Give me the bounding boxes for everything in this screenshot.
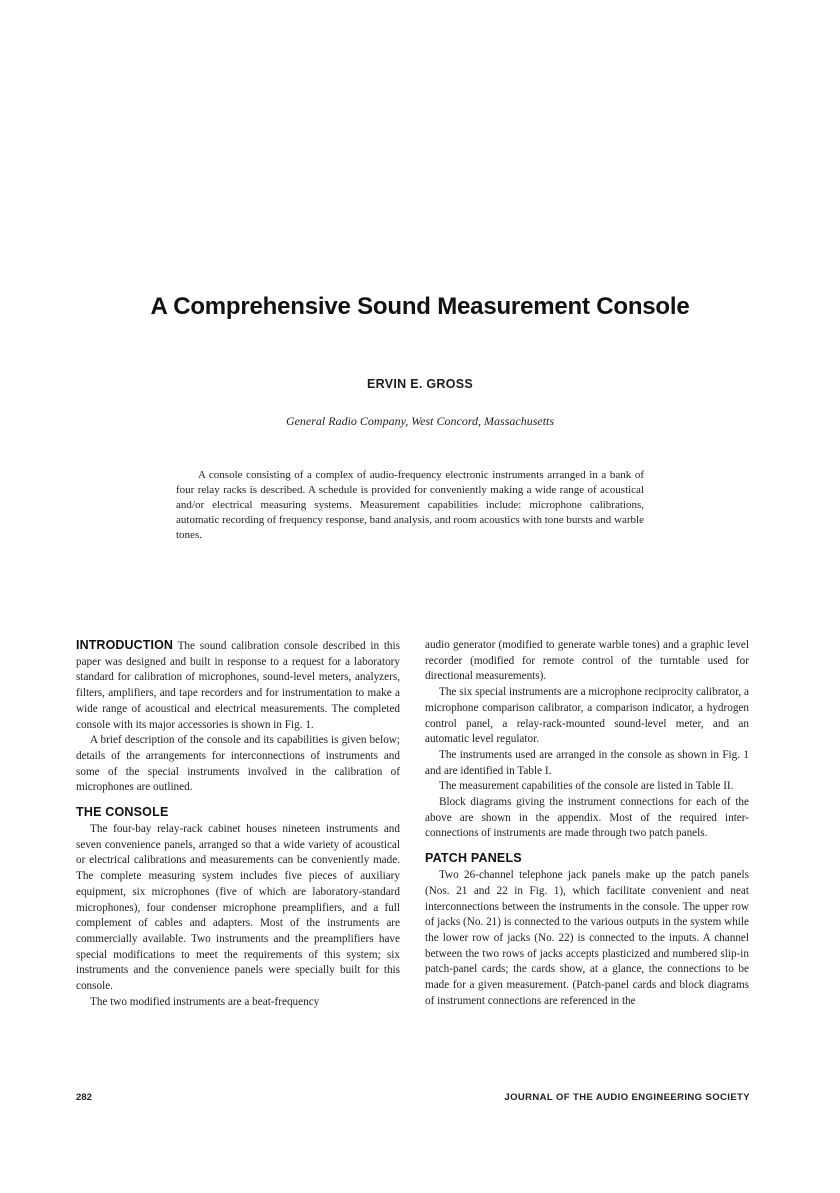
article-title: A Comprehensive Sound Measurement Console	[150, 293, 690, 320]
right-paragraph-4: The measurement capabilities of the console are listed in Table II.	[439, 780, 734, 793]
section-heading-console: THE CONSOLE	[76, 805, 169, 820]
intro-paragraph-2: A brief description of the console and its capabilities is given below; details of the arrangements for interconnections of instruments and some of the special instruments involved in the calibration of microphones are outlined.	[76, 734, 400, 794]
patch-paragraph-1: Two 26-channel telephone jack panels make up the patch panels (Nos. 21 and 22 in Fig. 1), which facilitate convenient and neat interconnections between the instruments in the console. The upper row of jacks (No. 21) is connected to the various outputs in the system while the lower row of jacks (No. 22) is connected to the inputs. A channel between the two rows of jacks accepts plasticized and numbered slip-in patch-panel cards; the cards show, at a glance, the connections to be made for a given measurement. (Patch-panel cards and block diagrams of instrument connections are referenced in the	[425, 869, 749, 1007]
intro-paragraph-1-text: The sound calibration console described in this paper was designed and built in response to a request for a laboratory standard for calibration of microphones, sound-level meters, analyzers, filters, amplifiers, and tape recorders and for instrumentation to make a wide range of acoustical and electrical measurements. The completed console with its major accessories is shown in Fig. 1.	[76, 640, 400, 731]
right-column	[425, 638, 749, 1009]
page-number: 282	[76, 1092, 92, 1103]
journal-name: JOURNAL OF THE AUDIO ENGINEERING SOCIETY	[504, 1092, 750, 1103]
author-affiliation: General Radio Company, West Concord, Massachusetts	[285, 414, 555, 428]
section-heading-introduction: INTRODUCTION	[76, 638, 174, 652]
intro-paragraph-1	[76, 638, 400, 733]
right-paragraph-5: Block diagrams giving the instrument connections for each of the above are shown in the appendix. Most of the required inter-connections of instruments are made through two patch panels.	[425, 796, 749, 840]
author-name: ERVIN E. GROSS	[366, 377, 474, 391]
right-paragraph-3: The instruments used are arranged in the console as shown in Fig. 1 and are identified in Table I.	[425, 748, 749, 777]
right-paragraph-2: The six special instruments are a microphone reciprocity calibrator, a microphone comparison calibrator, a comparison indicator, a hydrogen control panel, a relay-rack-mounted sound-level meter, and an automatic level regulator.	[425, 686, 749, 746]
console-paragraph-2: The two modified instruments are a beat-frequency	[90, 995, 320, 1008]
console-paragraph-1: The four-bay relay-rack cabinet houses nineteen instruments and seven convenience panels, arranged so that a wide variety of acoustical or electrical calibrations and measurements can be conveniently made. The complete measuring system includes five pieces of auxiliary equipment, six microphones (five of which are laboratory-standard microphones), four condenser microphone preamplifiers, and a full complement of cables and adapters. Most of the instruments are commercially available. Two instruments and the preamplifiers have special modifications to meet the requirements of this system; six instruments and the convenience panels were specially built for this console.	[76, 823, 400, 993]
right-paragraph-1: audio generator (modified to generate warble tones) and a graphic level recorder (modified for remote control of the turntable used for directional measurements).	[425, 639, 749, 683]
abstract: A console consisting of a complex of audio-frequency electronic instruments arranged in a bank of four relay racks is described. A schedule is provided for conveniently making a wide range of acoustical and/or electrical measuring systems. Measurement capabilities include: microphone calibrations, automatic recording of frequency response, band analysis, and room acoustics with tone bursts and warble tones.	[176, 469, 644, 542]
left-column	[76, 638, 400, 1010]
section-heading-patch-panels: PATCH PANELS	[425, 851, 522, 866]
